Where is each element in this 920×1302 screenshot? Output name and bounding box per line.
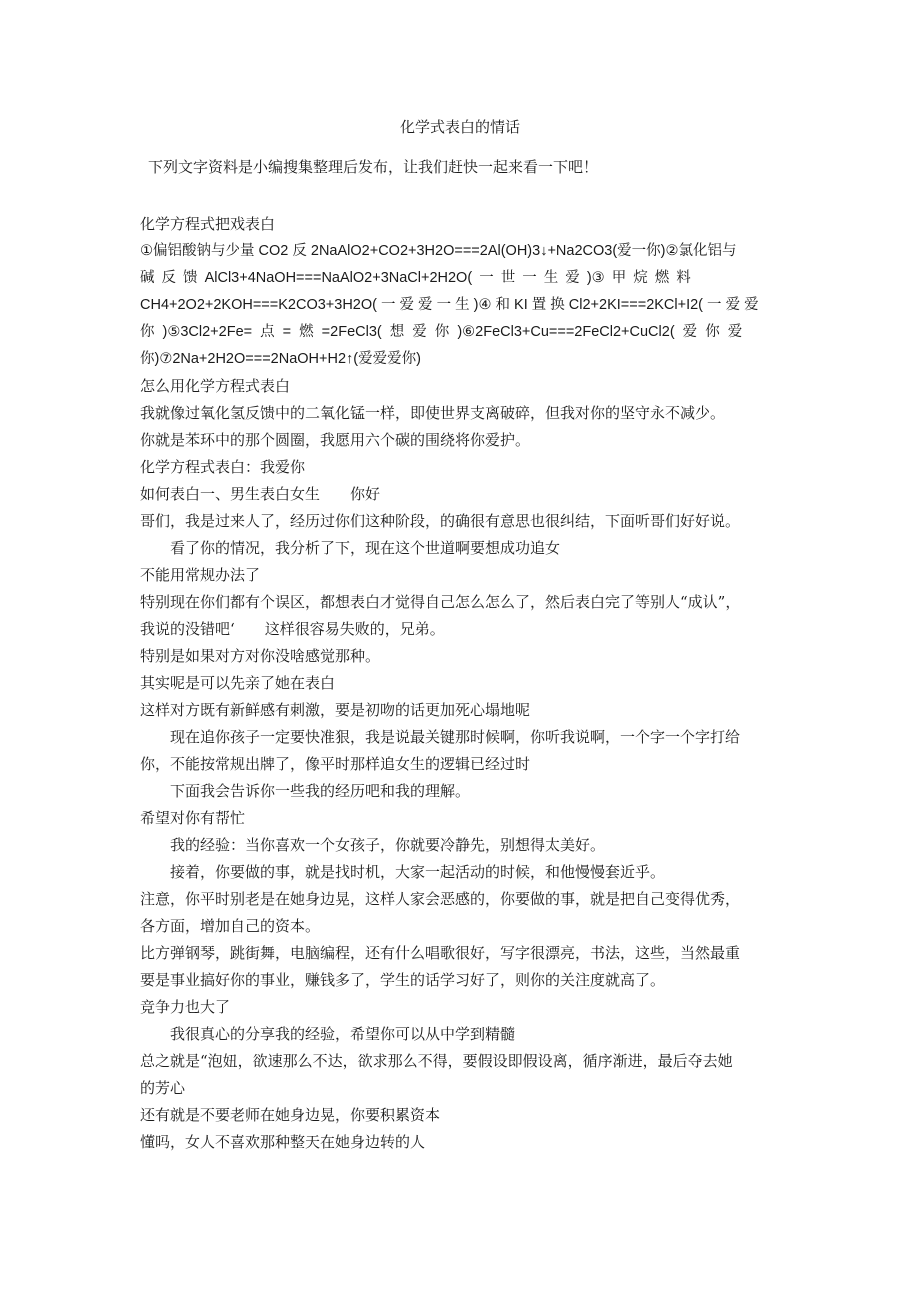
paragraph-line: 如何表白一、男生表白女生 你好	[140, 485, 381, 503]
paragraph-line: 总之就是“泡妞，欲速那么不达，欲求那么不得，要假设即假设离，循序渐进，最后夺去她	[140, 1052, 733, 1070]
paragraph-line: 下面我会告诉你一些我的经历吧和我的理解。	[170, 782, 471, 800]
equation-line: 碱 反 馈 AlCl3+4NaOH===NaAlO2+3NaCl+2H2O( 一 世 一 生 爱 )③ 甲 烷 燃 料	[140, 270, 691, 286]
paragraph-line: 要是事业搞好你的事业，赚钱多了，学生的话学习好了，则你的关注度就高了。	[140, 971, 666, 989]
paragraph-line: 现在追你孩子一定要快准狠，我是说最关键那时候啊，你听我说啊，一个字一个字打给	[170, 728, 741, 746]
paragraph-line: 注意，你平时别老是在她身边晃，这样人家会恶感的，你要做的事，就是把自己变得优秀，	[140, 890, 741, 908]
document-title: 化学式表白的情话	[399, 118, 520, 136]
paragraph-line: 特别是如果对方对你没啥感觉那种。	[140, 647, 381, 665]
paragraph-line: 各方面，增加自己的资本。	[140, 917, 321, 935]
paragraph-line: 其实呢是可以先亲了她在表白	[140, 674, 336, 692]
paragraph-line: 你就是苯环中的那个圆圈，我愿用六个碳的围绕将你爱护。	[140, 431, 531, 449]
section-heading: 化学方程式把戏表白	[140, 215, 276, 233]
paragraph-line: 我很真心的分享我的经验，希望你可以从中学到精髓	[170, 1025, 516, 1043]
paragraph-line: 怎么用化学方程式表白	[140, 377, 291, 395]
paragraph-line: 哥们，我是过来人了，经历过你们这种阶段，的确很有意思也很纠结，下面听哥们好好说。	[140, 512, 741, 530]
intro-paragraph: 下列文字资料是小编搜集整理后发布，让我们赶快一起来看一下吧！	[148, 158, 599, 176]
paragraph-line: 的芳心	[140, 1079, 186, 1097]
paragraph-line: 不能用常规办法了	[140, 566, 261, 584]
paragraph-line: 懂吗，女人不喜欢那种整天在她身边转的人	[140, 1133, 426, 1151]
paragraph-line: 化学方程式表白：我爱你	[140, 458, 306, 476]
paragraph-line: 我就像过氧化氢反馈中的二氧化锰一样，即使世界支离破碎，但我对你的坚守永不减少。	[140, 404, 726, 422]
paragraph-line: 特别现在你们都有个误区，都想表白才觉得自己怎么怎么了，然后表白完了等别人“成认”，	[140, 593, 741, 611]
paragraph-line: 你，不能按常规出牌了，像平时那样追女生的逻辑已经过时	[140, 755, 531, 773]
paragraph-line: 竞争力也大了	[140, 998, 231, 1016]
paragraph-line: 接着，你要做的事，就是找时机，大家一起活动的时候，和他慢慢套近乎。	[170, 863, 666, 881]
body-lines	[140, 373, 792, 1156]
paragraph-line: 看了你的情况，我分析了下，现在这个世道啊要想成功追女	[170, 539, 561, 557]
paragraph-line: 我的经验：当你喜欢一个女孩子，你就要冷静先，别想得太美好。	[170, 836, 606, 854]
equation-line: ①偏铝酸钠与少量 CO2 反 2NaAlO2+CO2+3H2O===2Al(OH)3↓+Na2CO3(爱一你)②氯化铝与	[140, 243, 737, 259]
paragraph-line: 希望对你有帮忙	[140, 809, 246, 827]
equation-line: 你 )⑤3Cl2+2Fe= 点 = 燃 =2FeCl3( 想 爱 你 )⑥2FeCl3+Cu===2FeCl2+CuCl2( 爱 你 爱	[140, 324, 743, 340]
document-body	[140, 211, 792, 1156]
paragraph-line: 我说的没错吧‘ 这样很容易失败的，兄弟。	[140, 620, 445, 638]
paragraph-line: 这样对方既有新鲜感有刺激，要是初吻的话更加死心塌地呢	[140, 701, 531, 719]
paragraph-line: 还有就是不要老师在她身边晃，你要积累资本	[140, 1106, 441, 1124]
equation-line: 你)⑦2Na+2H2O===2NaOH+H2↑(爱爱爱你)	[140, 351, 421, 367]
paragraph-line: 比方弹钢琴，跳街舞，电脑编程，还有什么唱歌很好，写字很漂亮，书法，这些，当然最重	[140, 944, 741, 962]
equation-line: CH4+2O2+2KOH===K2CO3+3H2O( 一 爱 爱 一 生 )④ 和 KI 置 换 Cl2+2KI===2KCl+I2( 一 爱 爱	[140, 297, 759, 313]
